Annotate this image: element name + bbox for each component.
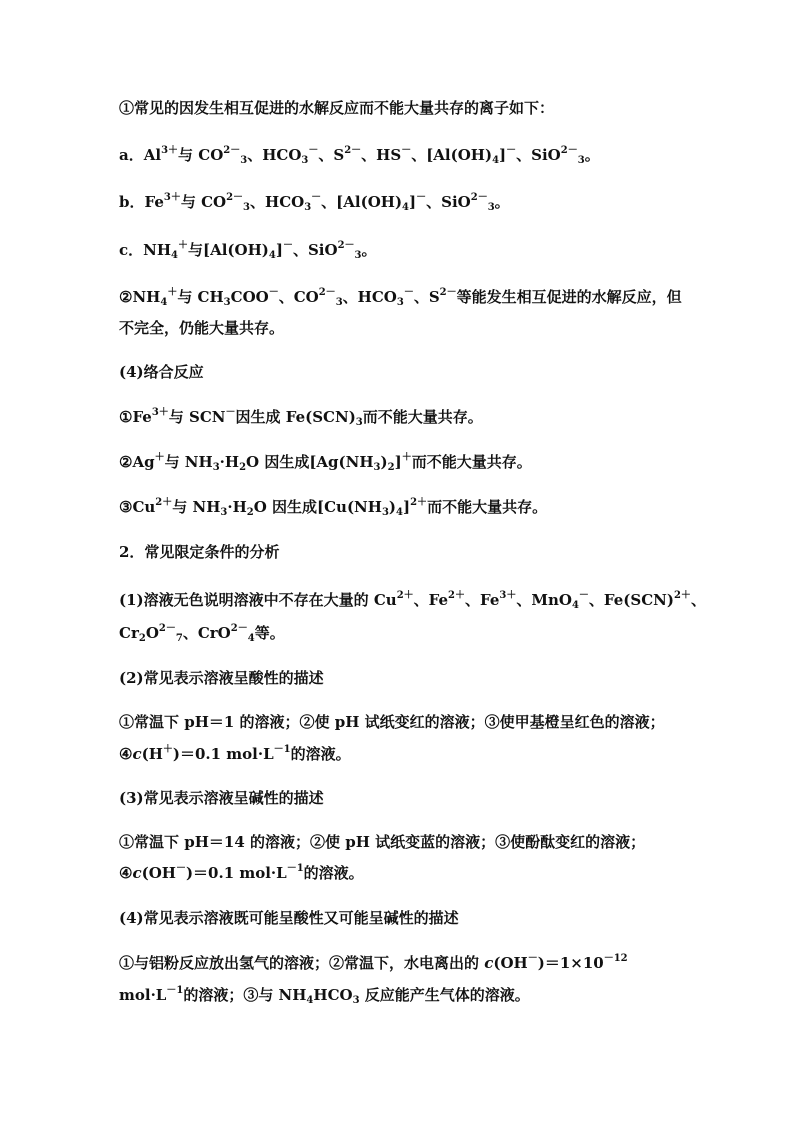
text-line: ①常温下 pH＝1 的溶液；②使 pH 试纸变红的溶液；③使甲基橙呈红色的溶液；	[119, 713, 665, 731]
text-line: (1)溶液无色说明溶液中不存在大量的 $Cu^{2+}$、$Fe^{2+}$、$Fe^{3+}$、MnO$_4$－、Fe(SCN)$^{2+}$、	[119, 590, 706, 611]
superscript: －1	[166, 985, 184, 996]
subscript: 2	[138, 633, 146, 644]
text-line: 不完全，仍能大量共存。	[119, 319, 285, 337]
superscript: 2＋	[448, 590, 466, 601]
subscript: 3	[335, 297, 343, 308]
superscript: ＋	[162, 744, 173, 755]
subscript: 4	[268, 250, 276, 261]
superscript: 2＋	[155, 497, 173, 508]
text-line: $②NH_4^+$与 $CH_3COO^-$、$CO^{2-}_3$、$HCO_3^-$、$S^{2-}$等能发生相互促进的水解反应，但	[119, 287, 682, 308]
superscript: －	[506, 145, 517, 156]
subscript: 3	[220, 507, 228, 518]
subscript: 3	[304, 202, 312, 213]
subscript: 3	[355, 417, 363, 428]
subscript: 3	[223, 297, 231, 308]
superscript: 2－	[226, 192, 244, 203]
superscript: 3＋	[163, 192, 181, 203]
text-line: $③Cu^{2+}$与 $NH_3\cdot H_2O$ 因生成$[Cu(NH_3)_4]^{2+}$而不能大量共存。	[119, 497, 548, 518]
text-line: ④c(H＋)＝0.1 $mol\cdot L^{-1}$的溶液。	[119, 744, 351, 763]
subscript: 3	[373, 462, 381, 473]
subscript: 4	[160, 297, 168, 308]
superscript: 2＋	[673, 590, 691, 601]
text-line: $Cr_2O^{2-}_7$、CrO$^{2-}_4$等。	[119, 623, 285, 644]
subscript: 4	[492, 155, 500, 166]
text-line: ①常见的因发生相互促进的水解反应而不能大量共存的离子如下：	[119, 99, 555, 117]
subscript: 3	[212, 462, 220, 473]
text-line: ①常温下 pH＝14 的溶液；②使 pH 试纸变蓝的溶液；③使酚酞变红的溶液；	[119, 833, 646, 851]
superscript: －	[416, 192, 427, 203]
subscript: 3	[352, 995, 360, 1006]
superscript: 3＋	[499, 590, 517, 601]
superscript: 2－	[470, 192, 488, 203]
superscript: 2－	[439, 287, 457, 298]
superscript: 2－	[223, 145, 241, 156]
superscript: －	[311, 192, 322, 203]
superscript: ＋	[154, 452, 165, 463]
text-line: ①与铝粉反应放出氢气的溶液；②常温下，水电离出的 $c(OH^-)=1\times 10^{-12}$	[119, 953, 628, 972]
superscript: －1	[286, 863, 304, 874]
text-line: $①Fe^{3+}$与 SCN－因生成 $Fe(SCN)_3$而不能大量共存。	[119, 407, 483, 428]
text-line: ④c(OH－)＝0.1 $mol\cdot L^{-1}$的溶液。	[119, 863, 364, 882]
section-heading: (3)常见表示溶液呈碱性的描述	[119, 789, 324, 807]
superscript: －	[578, 590, 589, 601]
subscript: 4	[306, 995, 314, 1006]
subscript: 3	[243, 202, 251, 213]
superscript: －	[225, 407, 236, 418]
subscript: 2	[239, 462, 247, 473]
superscript: ＋	[401, 452, 412, 463]
subscript: 4	[571, 600, 579, 611]
superscript: －	[175, 863, 186, 874]
superscript: －	[401, 145, 412, 156]
superscript: 2＋	[396, 590, 414, 601]
subscript: 3	[354, 250, 362, 261]
subscript: 4	[402, 202, 410, 213]
subscript: 3	[381, 507, 389, 518]
text-line: $mol\cdot L^{-1}$的溶液；③与 $NH_4HCO_3$ 反应能产生气体的溶液。	[119, 985, 530, 1006]
section-heading: (4)常见表示溶液既可能呈酸性又可能呈碱性的描述	[119, 909, 459, 927]
superscript: －	[403, 287, 414, 298]
subscript: 3	[487, 202, 495, 213]
subscript: 2	[246, 507, 254, 518]
superscript: 3＋	[151, 407, 169, 418]
superscript: 2－	[158, 623, 176, 634]
section-heading: (2)常见表示溶液呈酸性的描述	[119, 669, 324, 687]
italic-symbol: c	[132, 864, 142, 882]
superscript: 2－	[318, 287, 336, 298]
subscript: 3	[240, 155, 248, 166]
superscript: 2－	[560, 145, 578, 156]
subscript: 3	[577, 155, 585, 166]
subscript: 4	[171, 250, 178, 261]
italic-symbol: c	[484, 954, 494, 972]
superscript: 2＋	[410, 497, 428, 508]
superscript: 2－	[344, 145, 362, 156]
italic-symbol: c	[132, 745, 142, 763]
section-heading: (4)络合反应	[119, 363, 204, 381]
subscript: 3	[396, 297, 404, 308]
subscript: 4	[396, 507, 403, 518]
superscript: 2－	[230, 623, 248, 634]
superscript: －	[268, 287, 279, 298]
superscript: －12	[603, 953, 628, 964]
text-line: a．$Al^{3+}$与 $CO^{2-}_3$、$HCO_3^-$、$S^{2-}$、HS－、$[Al(OH)_4]^-$、SiO$^{2-}_3$。	[119, 145, 600, 166]
superscript: ＋	[167, 287, 178, 298]
text-line: b．$Fe^{3+}$与 $CO^{2-}_3$、$HCO_3^-$、$[Al(OH)_4]^-$、SiO$^{2-}_3$。	[119, 192, 510, 213]
subscript: 4	[247, 633, 255, 644]
subscript: 3	[301, 155, 309, 166]
superscript: －	[308, 145, 319, 156]
text-line: ②Ag＋与 $NH_3\cdot H_2O$ 因生成$[Ag(NH_3)_2]^+$而不能大量共存。	[119, 452, 532, 473]
subscript: 7	[175, 633, 183, 644]
text-line: c．$NH_4^+$与$[Al(OH)_4]^-$、SiO$^{2-}_3$。	[119, 240, 377, 261]
superscript: －	[282, 240, 293, 251]
superscript: －1	[273, 744, 291, 755]
section-heading: 2．常见限定条件的分析	[119, 543, 280, 561]
superscript: 2－	[337, 240, 355, 251]
superscript: 3＋	[161, 145, 179, 156]
subscript: 2	[387, 462, 395, 473]
superscript: ＋	[178, 240, 188, 251]
superscript: －	[527, 953, 538, 964]
